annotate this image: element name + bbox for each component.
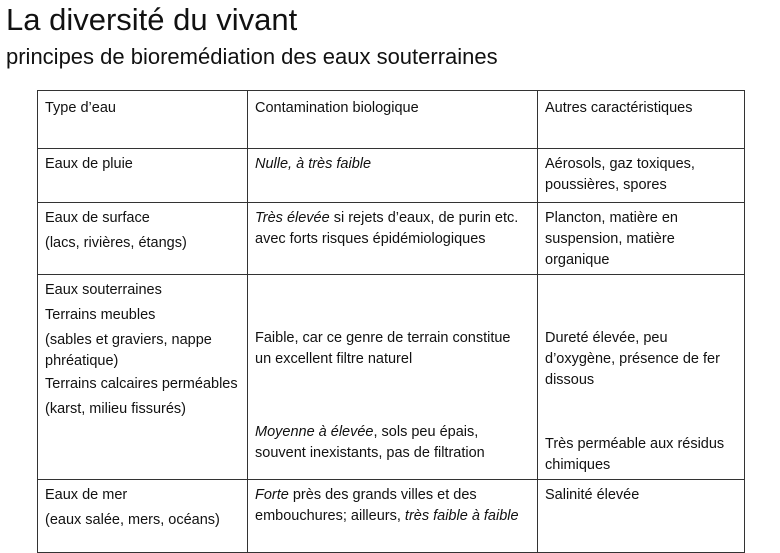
cell-surface-contamination (248, 203, 538, 275)
cell-pluie-contamination (248, 149, 538, 203)
mer-contamination-emphasis-1: Forte (255, 487, 289, 503)
meubles-contamination: Faible, car ce genre de terrain constitue un excellent filtre naturel (255, 330, 511, 367)
table-header-row (38, 91, 745, 149)
cell-souterraines-type (38, 275, 248, 480)
calcaires-label: Terrains calcaires perméables (45, 376, 238, 392)
page-subtitle: principes de bioremédiation des eaux souterraines (6, 44, 498, 69)
table-row-surface (38, 203, 745, 275)
surface-type-detail: (lacs, rivières, étangs) (45, 235, 187, 251)
surface-contamination-emphasis: Très élevée (255, 210, 330, 226)
calcaires-contamination (255, 422, 530, 464)
pluie-contamination-text: Nulle, à très faible (255, 156, 372, 172)
table-row-souterraines (38, 275, 745, 480)
table-row-pluie (38, 149, 745, 203)
souterraines-type-label: Eaux souterraines (45, 282, 162, 298)
cell-pluie-autres: Aérosols, gaz toxiques, poussières, spores (538, 149, 745, 203)
mer-type-label: Eaux de mer (45, 487, 128, 503)
surface-type-label: Eaux de surface (45, 210, 150, 226)
cell-pluie-type: Eaux de pluie (38, 149, 248, 203)
meubles-autres: Dureté élevée, peu d’oxygène, présence de fer dissous (545, 330, 720, 388)
header-autres: Autres caractéristiques (538, 91, 745, 149)
surface-contamination-text: si rejets d’eaux, de purin etc. avec forts risques épidémiologiques (255, 210, 519, 247)
header-type: Type d’eau (38, 91, 248, 149)
cell-souterraines-autres (538, 275, 745, 480)
mer-type-detail: (eaux salée, mers, océans) (45, 512, 220, 528)
cell-surface-type (38, 203, 248, 275)
meubles-label: Terrains meubles (45, 307, 156, 323)
meubles-detail: (sables et graviers, nappe phréatique) (45, 332, 212, 369)
calcaires-contamination-emphasis: Moyenne à élevée (255, 424, 374, 440)
mer-contamination-text: près des grands villes et des embouchures; ailleurs, (255, 487, 477, 524)
cell-mer-contamination (248, 480, 538, 553)
cell-souterraines-contamination (248, 275, 538, 480)
calcaires-contamination-text: , sols peu épais, souvent inexistants, pas de filtration (255, 424, 485, 461)
cell-mer-type (38, 480, 248, 553)
calcaires-autres: Très perméable aux résidus chimiques (545, 436, 725, 473)
header-contamination: Contamination biologique (248, 91, 538, 149)
calcaires-detail: (karst, milieu fissurés) (45, 401, 186, 417)
page-title: La diversité du vivant (6, 2, 298, 37)
water-types-table (37, 90, 745, 553)
table-row-mer (38, 480, 745, 553)
mer-contamination-emphasis-2: très faible à faible (404, 508, 519, 524)
cell-mer-autres: Salinité élevée (538, 480, 745, 553)
cell-surface-autres: Plancton, matière en suspension, matière organique (538, 203, 745, 275)
